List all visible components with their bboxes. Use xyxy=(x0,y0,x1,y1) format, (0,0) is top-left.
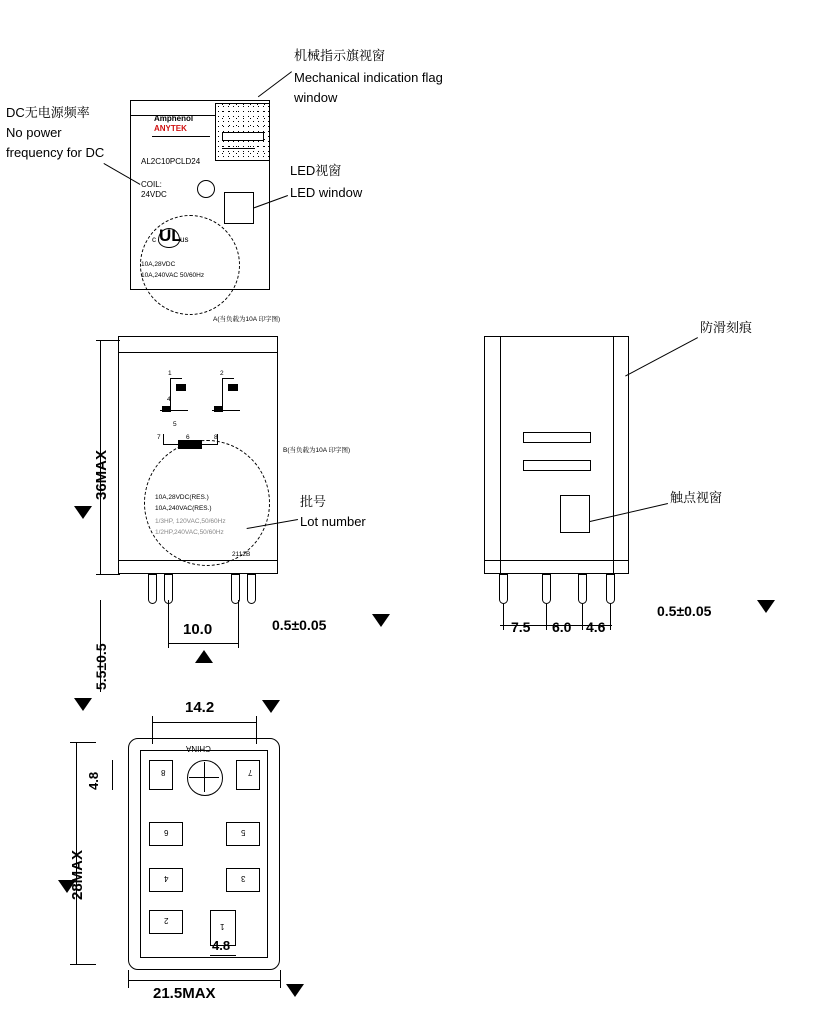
marker-tri-7 xyxy=(262,700,280,713)
terminal-label-7: 7 xyxy=(248,768,253,777)
origin-text: CHINA xyxy=(186,744,211,753)
pin-num-5: 5 xyxy=(173,421,177,428)
dim-55-label: 5.5±0.5 xyxy=(93,643,109,690)
dim-36max-ext-bot xyxy=(96,574,120,575)
anti-slip-label-cn: 防滑刻痕 xyxy=(700,320,753,335)
contact-window xyxy=(560,495,590,533)
flag-window-label-en-2: window xyxy=(294,90,338,105)
flag-window-label-cn: 机械指示旗视窗 xyxy=(294,48,386,63)
contact-window-label-cn: 触点视窗 xyxy=(670,490,723,505)
coil-value: 24VDC xyxy=(141,190,167,199)
brand-line-2: ANYTEK xyxy=(154,124,187,133)
marker-tri-4 xyxy=(372,614,390,627)
rear-view-top-edge xyxy=(118,352,278,353)
dim-142-label: 14.2 xyxy=(185,699,215,716)
dim-215max-line xyxy=(128,980,280,981)
front-rating-1: 10A,28VDC xyxy=(141,261,176,268)
print-area-b-circle xyxy=(144,440,270,566)
pin-side-1 xyxy=(499,574,508,604)
terminal-label-4: 4 xyxy=(164,874,169,883)
dim-10-line xyxy=(168,643,238,644)
dim-48v-label: 4.8 xyxy=(86,771,101,790)
flag-window-inner-bar xyxy=(222,132,264,141)
coil-label: COIL: xyxy=(141,180,162,189)
brand-underline xyxy=(152,136,210,137)
flag-window-pointer-line xyxy=(222,148,255,149)
lot-number-label-en: Lot number xyxy=(300,514,366,529)
dim-side-ext-4 xyxy=(610,604,611,630)
pin-num-8: 8 xyxy=(214,434,218,441)
dim-215max-ext-l xyxy=(128,970,129,988)
rear-view-caption: B(当负载为10A 印字图) xyxy=(283,447,351,454)
pin-num-1: 1 xyxy=(168,370,172,377)
marker-tri-3 xyxy=(195,650,213,663)
led-window xyxy=(224,192,254,224)
side-view-body xyxy=(484,336,629,574)
terminal-label-5: 5 xyxy=(241,828,246,837)
dim-75-label: 7.5 xyxy=(511,619,531,635)
pin-side-3 xyxy=(578,574,587,604)
print-area-a-circle xyxy=(140,215,240,315)
brand-line-1: Amphenol xyxy=(154,114,194,123)
marker-tri-1 xyxy=(74,506,92,519)
dim-10-label: 10.0 xyxy=(183,621,213,638)
anti-slip-leader xyxy=(625,337,698,376)
no-power-label-cn: DC无电源频率 xyxy=(6,105,90,120)
terminal-label-1: 1 xyxy=(220,922,225,931)
schematic-line-7 xyxy=(163,444,179,445)
pin-num-4: 4 xyxy=(167,396,171,403)
schematic-line-3 xyxy=(170,378,182,379)
schematic-block-1 xyxy=(176,384,186,391)
dim-142-line xyxy=(152,722,256,723)
dim-36max-ext-top xyxy=(96,340,120,341)
front-rating-2: 10A,240VAC 50/60Hz xyxy=(141,272,205,279)
ul-suffix: us xyxy=(180,235,189,244)
anti-slip-notch-2 xyxy=(523,460,591,471)
terminal-label-6: 6 xyxy=(164,828,169,837)
dim-10-ext-r xyxy=(238,600,239,648)
terminal-label-2: 2 xyxy=(164,916,169,925)
marker-tri-8 xyxy=(286,984,304,997)
pin-side-4 xyxy=(606,574,615,604)
anti-slip-notch-1 xyxy=(523,432,591,443)
test-button-circle xyxy=(197,180,215,198)
dim-60-label: 6.0 xyxy=(552,619,572,635)
dim-142-ext-l xyxy=(152,716,153,744)
ul-mark: UL xyxy=(159,226,182,245)
dim-side-ext-3 xyxy=(582,604,583,630)
dim-48h-label: 4.8 xyxy=(212,938,231,953)
dim-215max-ext-r xyxy=(280,970,281,988)
dim-side-ext-1 xyxy=(503,604,504,630)
no-power-label-en-1: No power xyxy=(6,125,62,140)
terminal-label-8: 8 xyxy=(161,768,166,777)
side-view-inner-right xyxy=(613,336,614,574)
marker-tri-5 xyxy=(757,600,775,613)
pin-side-2 xyxy=(542,574,551,604)
pin-front-1 xyxy=(148,574,157,604)
front-view-caption: A(当负载为10A 印字图) xyxy=(213,316,281,323)
flag-window-leader xyxy=(258,71,292,97)
pin-num-7: 7 xyxy=(157,434,161,441)
pin-front-4 xyxy=(247,574,256,604)
dim-36max-label: 36MAX xyxy=(93,449,110,500)
rear-rating-3: 1/3HP, 120VAC,50/60Hz xyxy=(155,518,226,525)
schematic-line-4 xyxy=(222,378,234,379)
terminal-label-3: 3 xyxy=(241,874,246,883)
pin-num-2: 2 xyxy=(220,370,224,377)
dim-46-label: 4.6 xyxy=(586,619,606,635)
dim-28max-ext-bot xyxy=(70,964,96,965)
dim-142-ext-r xyxy=(256,716,257,744)
center-screw xyxy=(187,760,223,796)
dim-28max-label: 28MAX xyxy=(69,849,86,900)
dim-48h-line xyxy=(210,955,236,956)
schematic-line-9 xyxy=(163,434,164,445)
led-window-label-en: LED window xyxy=(290,185,363,200)
dim-215max-label: 21.5MAX xyxy=(153,985,216,1002)
lot-number-label-cn: 批号 xyxy=(300,494,327,509)
dim-48v-line xyxy=(112,760,113,790)
pin-num-6: 6 xyxy=(186,434,190,441)
dim-side-ext-2 xyxy=(546,604,547,630)
screw-slot-v xyxy=(204,762,205,792)
rear-rating-2: 10A,240VAC(RES.) xyxy=(155,505,212,512)
flag-window-label-en-1: Mechanical indication flag xyxy=(294,70,443,85)
dim-05-side-label: 0.5±0.05 xyxy=(657,603,712,619)
side-view-inner-left xyxy=(500,336,501,574)
lot-code: 2112B xyxy=(232,551,251,558)
no-power-label-en-2: frequency for DC xyxy=(6,145,105,160)
dim-10-ext-l xyxy=(168,600,169,648)
schematic-block-3 xyxy=(162,406,171,412)
dim-28max-ext-top xyxy=(70,742,96,743)
schematic-block-2 xyxy=(228,384,238,391)
rear-rating-4: 1/2HP,240VAC,50/60Hz xyxy=(155,529,224,536)
dim-05-front-label: 0.5±0.05 xyxy=(272,617,327,633)
rear-rating-1: 10A,28VDC(RES.) xyxy=(155,494,209,501)
ul-prefix: c xyxy=(152,235,156,244)
led-window-label-cn: LED视窗 xyxy=(290,163,342,178)
part-number: AL2C10PCLD24 xyxy=(141,157,201,166)
schematic-block-4 xyxy=(214,406,223,412)
marker-tri-2 xyxy=(74,698,92,711)
side-view-bottom-edge xyxy=(484,560,629,561)
